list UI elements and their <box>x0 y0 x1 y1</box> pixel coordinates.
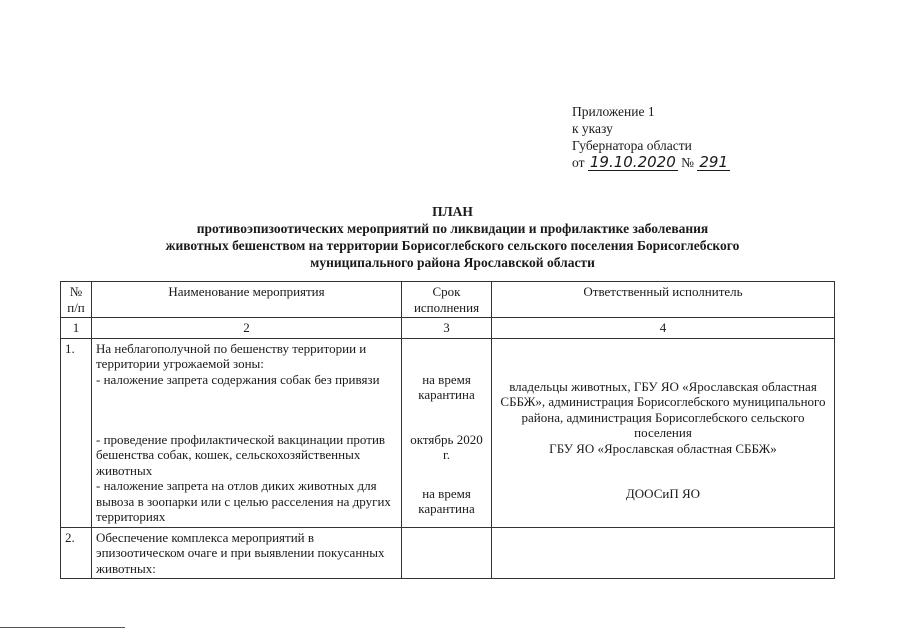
header-name: Наименование мероприятия <box>92 282 402 318</box>
handwritten-number: 291 <box>699 153 729 171</box>
appendix-line2: к указу <box>572 121 613 136</box>
table-row <box>61 527 835 579</box>
header-num: № п/п <box>61 282 92 318</box>
row-number: 1. <box>61 338 92 527</box>
activity-item: - наложение запрета на отлов диких животных для вывоза в зоопарки или с целью расселения на других территориях <box>96 478 391 524</box>
appendix-line3: Губернатора области <box>572 138 692 153</box>
activity-item: - наложение запрета содержания собак без привязи <box>96 371 380 387</box>
appendix-date-line <box>572 154 730 171</box>
activity-item: - проведение профилактической вакцинации против бешенства собак, кошек, сельскохозяйственных животных <box>96 431 386 478</box>
executor-item: владельцы животных, ГБУ ЯО «Ярославская областная СББЖ», администрация Борисоглебского муниципального района, администрация Борисоглебского сельского поселения <box>500 378 826 440</box>
column-number-row <box>61 318 835 339</box>
appendix-block <box>572 103 730 171</box>
header-term: Срок исполнения <box>402 282 492 318</box>
activity-cell <box>92 338 402 527</box>
activity-intro: На неблагополучной по бешенству территории и территории угрожаемой зоны: <box>96 340 367 371</box>
term-cell <box>402 527 492 579</box>
executor-item: ГБУ ЯО «Ярославская областная СББЖ» <box>549 440 777 456</box>
executor-cell <box>492 338 835 527</box>
plan-subtitle-2: животных бешенством на территории Борисоглебского сельского поселения Борисоглебского <box>165 238 740 253</box>
plan-subtitle-3: муниципального района Ярославской области <box>310 255 595 270</box>
col-number: 4 <box>492 318 835 339</box>
col-number: 2 <box>92 318 402 339</box>
from-label: от <box>572 155 585 170</box>
plan-subtitle-1: противоэпизоотических мероприятий по ликвидации и профилактике заболевания <box>196 221 709 236</box>
row-number: 2. <box>61 527 92 579</box>
executor-item: ДООСиП ЯО <box>625 486 701 501</box>
appendix-line1: Приложение 1 <box>572 104 655 119</box>
term-item: октябрь 2020 г. <box>410 431 483 462</box>
table-row <box>61 338 835 527</box>
plan-table <box>60 281 835 579</box>
table-header-row <box>61 282 835 318</box>
header-executor: Ответственный исполнитель <box>492 282 835 318</box>
number-label: № <box>681 155 695 170</box>
plan-title: ПЛАН <box>432 204 473 219</box>
executor-cell <box>492 527 835 579</box>
term-item: на время карантина <box>418 371 475 402</box>
plan-heading <box>100 203 805 271</box>
col-number: 3 <box>402 318 492 339</box>
term-item: на время карантина <box>418 485 475 516</box>
term-cell <box>402 338 492 527</box>
col-number: 1 <box>61 318 92 339</box>
footnote-divider <box>0 627 125 628</box>
handwritten-date: 19.10.2020 <box>589 153 676 171</box>
activity-cell: Обеспечение комплекса мероприятий в эпизоотическом очаге и при выявлении покусанных животных: <box>92 527 402 579</box>
